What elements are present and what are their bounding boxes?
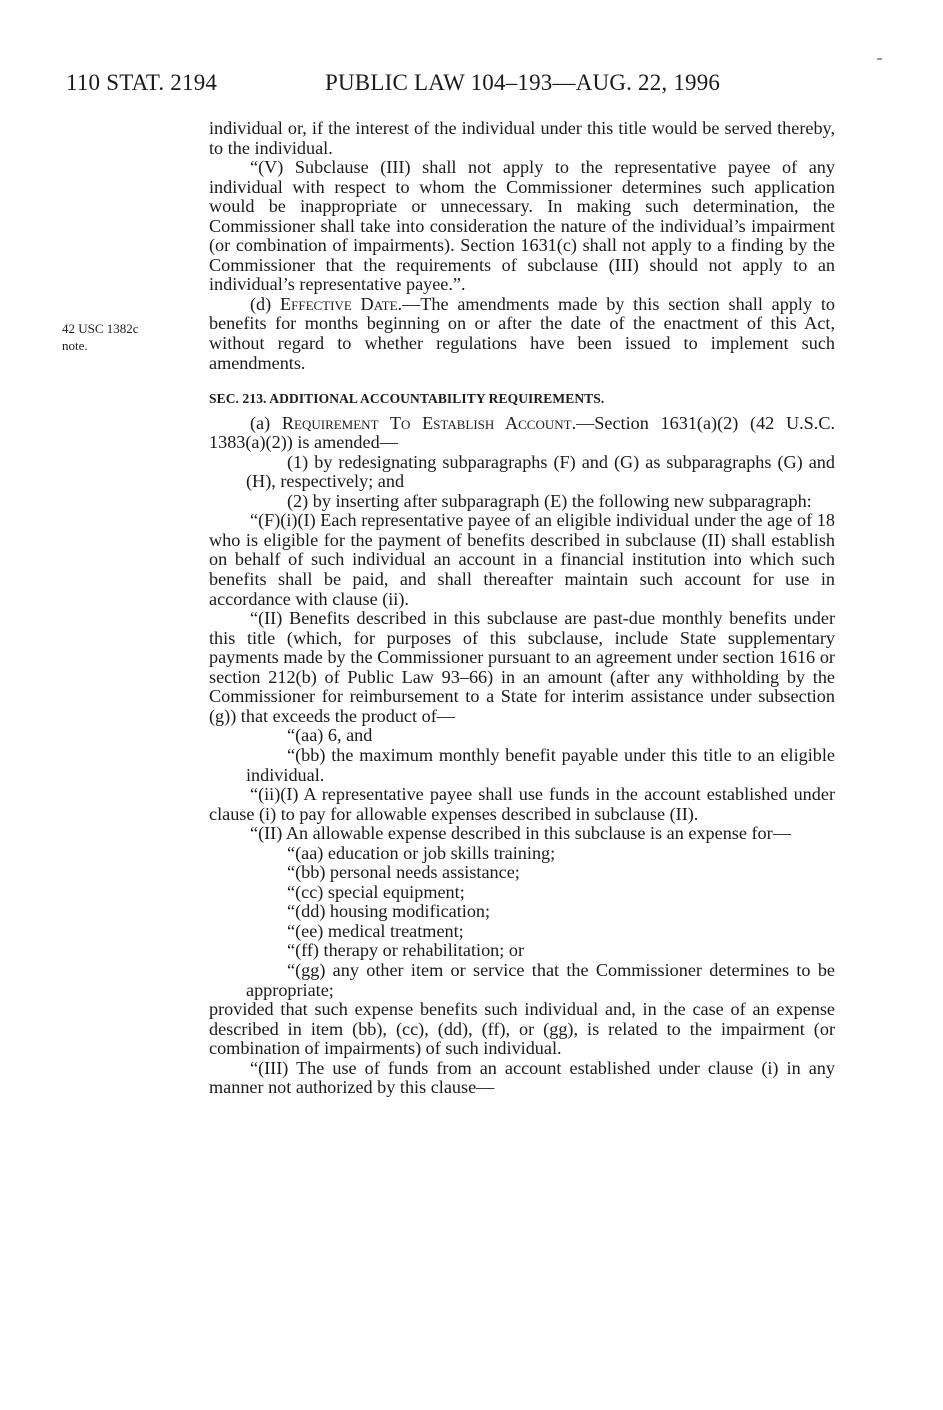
margin-note-citation: 42 USC 1382c <box>62 321 139 336</box>
list-item: “(bb) personal needs assistance; <box>287 862 520 883</box>
margin-note-label: note. <box>62 338 88 353</box>
list-item: “(gg) any other item or service that the Commissioner determines to be appropriate; <box>246 959 835 1000</box>
paragraph-caption: Effective Date <box>280 293 398 314</box>
list-item: “(aa) 6, and <box>287 725 373 746</box>
paragraph: “(ii)(I) A representative payee shall use funds in the account established under clause (i) to pay for allowable expenses described in subclause (II). <box>209 784 835 824</box>
list-item: “(aa) education or job skills training; <box>287 842 556 863</box>
paragraph: “(II) An allowable expense described in this subclause is an expense for— <box>250 823 791 844</box>
list-item: “(ff) therapy or rehabilitation; or <box>287 940 525 961</box>
page-stat-number: 110 STAT. 2194 <box>66 70 218 95</box>
paragraph-caption: Requirement To Establish Account <box>281 412 572 433</box>
paragraph: individual or, if the interest of the individual under this title would be served thereby, to the individual. <box>209 118 835 158</box>
paragraph-text: .—Section 1631(a)(2) (42 U.S.C. 1383(a)(2)) is amended— <box>209 412 835 453</box>
margin-note <box>62 320 139 354</box>
paragraph: “(F)(i)(I) Each representative payee of an eligible individual under the age of 18 who is eligible for the payment of benefits described in subclause (II) shall establish on behalf of such individual an account in a financial institution into which such benefits shall be paid, and shall thereafter maintain such account for use in accordance with clause (ii). <box>209 510 835 609</box>
paragraph: (1) by redesignating subparagraphs (F) and (G) as subparagraphs (G) and (H), respectively; and <box>246 451 835 492</box>
list-item: “(bb) the maximum monthly benefit payable under this title to an eligible individual. <box>246 744 835 785</box>
scan-mark <box>877 58 882 60</box>
body-text <box>209 119 835 1098</box>
list-item: “(cc) special equipment; <box>287 881 465 902</box>
paragraph-label: (a) <box>250 412 282 433</box>
running-header: PUBLIC LAW 104–193—AUG. 22, 1996 <box>325 70 721 95</box>
paragraph-label: (d) <box>250 293 280 314</box>
paragraph-effective-date <box>209 295 835 373</box>
paragraph: “(III) The use of funds from an account established under clause (i) in any manner not authorized by this clause— <box>209 1057 835 1098</box>
paragraph: provided that such expense benefits such individual and, in the case of an expense described in item (bb), (cc), (dd), (ff), or (gg), is related to the impairment (or combination of impairments) of such individual. <box>209 999 835 1059</box>
paragraph-text: .—The amendments made by this section shall apply to benefits for months beginning on or after the date of the enactment of this Act, without regard to whether regulations have been issued to implement such amendments. <box>209 293 835 373</box>
list-item: “(dd) housing modification; <box>287 901 491 922</box>
paragraph: “(II) Benefits described in this subclause are past-due monthly benefits under this title (which, for purposes of this subclause, include State supplementary payments made by the Commissioner pursuant to an agreement under section 1616 or section 212(b) of Public Law 93–66) in an amount (after any withholding by the Commissioner for reimbursement to a State for interim assistance under subsection (g)) that exceeds the product of— <box>209 608 835 726</box>
section-heading: SEC. 213. ADDITIONAL ACCOUNTABILITY REQUIREMENTS. <box>209 391 605 407</box>
paragraph-requirement <box>209 414 835 453</box>
list-item: “(ee) medical treatment; <box>287 920 464 941</box>
paragraph: “(V) Subclause (III) shall not apply to the representative payee of any individual with respect to whom the Commissioner determines such application would be inappropriate or unnecessary. In making such determination, the Commissioner shall take into consideration the nature of the individual’s impairment (or combination of impairments). Section 1631(c) shall not apply to a finding by the Commissioner that the requirements of subclause (III) should not apply to an individual’s representative payee.”. <box>209 157 835 295</box>
paragraph: (2) by inserting after subparagraph (E) the following new subparagraph: <box>287 490 812 511</box>
